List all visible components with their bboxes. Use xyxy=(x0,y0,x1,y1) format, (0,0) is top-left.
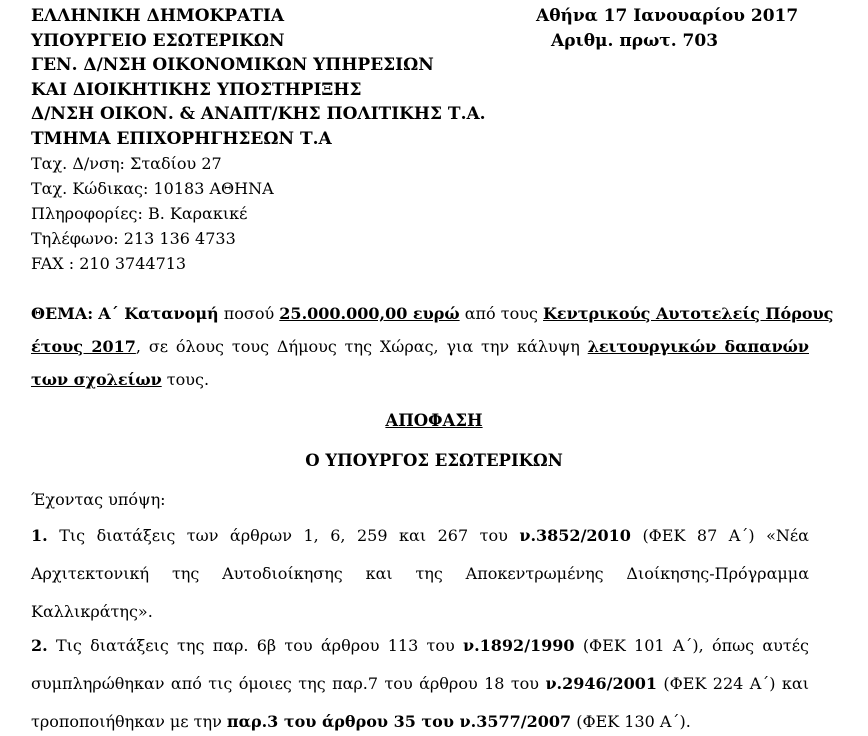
subject-amount: 25.000.000,00 ευρώ xyxy=(279,304,460,323)
law-reference: ν.1892/1990 xyxy=(462,636,575,655)
paragraph-number: 1. xyxy=(31,526,48,545)
paragraph-1 xyxy=(31,521,809,626)
paragraph-text: (ΦΕΚ 87 Α΄) «Νέα xyxy=(642,526,809,545)
paragraph-text: Τις διατάξεις της παρ. 6β του άρθρου 113 του xyxy=(55,636,455,655)
minister-title: Ο ΥΠΟΥΡΓΟΣ ΕΣΩΤΕΡΙΚΩΝ xyxy=(305,451,563,470)
law-reference: ν.2946/2001 xyxy=(545,674,658,693)
issuer-block xyxy=(31,4,501,276)
paragraph-text: (ΦΕΚ 224 Α΄) και xyxy=(663,674,810,693)
issuer-line: ΓΕΝ. Δ/ΝΣΗ ΟΙΚΟΝΟΜΙΚΩΝ ΥΠΗΡΕΣΙΩΝ xyxy=(31,55,434,75)
paragraph-text: τροποποιήθηκαν με την xyxy=(31,712,222,731)
subject-expenses: λειτουργικών δαπανών xyxy=(587,337,809,356)
considering-line xyxy=(31,485,809,514)
subject-text: , σε όλους τους Δήμους της Χώρας, για την κάλυψη xyxy=(135,337,580,356)
considering-text: Έχοντας υπόψη: xyxy=(31,490,166,509)
subject-text: τους. xyxy=(166,370,210,389)
subject-resources: Κεντρικούς Αυτοτελείς Πόρους xyxy=(543,304,834,323)
subject-line-1 xyxy=(31,297,834,330)
postal-code-line: Ταχ. Κώδικας: 10183 ΑΘΗΝΑ xyxy=(31,179,274,198)
subject-line-2 xyxy=(31,330,809,363)
protocol-number: Αριθμ. πρωτ. 703 xyxy=(551,31,719,51)
subject-block xyxy=(31,297,834,396)
paragraph-2 xyxy=(31,631,809,736)
subject-text: ποσού xyxy=(223,304,275,323)
paragraph-number: 2. xyxy=(31,636,48,655)
issuer-line: ΥΠΟΥΡΓΕΙΟ ΕΣΩΤΕΡΙΚΩΝ xyxy=(31,30,285,51)
issuer-line: ΤΜΗΜΑ ΕΠΙΧΟΡΗΓΗΣΕΩΝ Τ.Α xyxy=(31,128,332,149)
document-date: Αθήνα 17 Ιανουαρίου 2017 xyxy=(536,6,799,26)
paragraph-1-line-2: Αρχιτεκτονική της Αυτοδιοίκησης και της Αποκεντρωμένης Διοίκησης-Πρόγραμμα xyxy=(31,564,809,583)
paragraph-text: Τις διατάξεις των άρθρων 1, 6, 259 και 267 του xyxy=(59,526,508,545)
paragraph-text: (ΦΕΚ 130 Α΄). xyxy=(576,712,691,731)
phone-line: Τηλέφωνο: 213 136 4733 xyxy=(31,229,236,248)
paragraph-text: (ΦΕΚ 101 Α΄), όπως αυτές xyxy=(582,636,809,655)
subject-allocation: Α΄ Κατανομή xyxy=(98,304,219,323)
issuer-line: ΕΛΛΗΝΙΚΗ ΔΗΜΟΚΡΑΤΙΑ xyxy=(31,6,285,26)
info-contact-line: Πληροφορίες: Β. Καρακικέ xyxy=(31,204,248,223)
paragraph-text: συμπληρώθηκαν από τις όμοιες της παρ.7 του άρθρου 18 του xyxy=(31,674,540,693)
issuer-line: ΚΑΙ ΔΙΟΙΚΗΤΙΚΗΣ ΥΠΟΣΤΗΡΙΞΗΣ xyxy=(31,79,362,100)
address-line: Ταχ. Δ/νση: Σταδίου 27 xyxy=(31,154,222,173)
subject-text: από τους xyxy=(464,304,538,323)
paragraph-1-line-1 xyxy=(31,521,809,550)
decision-title: ΑΠΟΦΑΣΗ xyxy=(385,411,483,430)
fax-line: FAX : 210 3744713 xyxy=(31,254,187,273)
issuer-line: Δ/ΝΣΗ ΟΙΚΟΝ. & ΑΝΑΠΤ/ΚΗΣ ΠΟΛΙΤΙΚΗΣ Τ.Α. xyxy=(31,104,486,124)
subject-line-3 xyxy=(31,363,809,396)
paragraph-2-line-1 xyxy=(31,631,809,660)
subject-year: έτους 2017 xyxy=(31,337,136,356)
law-reference: παρ.3 του άρθρου 35 του ν.3577/2007 xyxy=(226,712,572,731)
law-reference: ν.3852/2010 xyxy=(519,526,631,545)
subject-schools: των σχολείων xyxy=(31,370,162,389)
subject-label: ΘΕΜΑ: xyxy=(31,304,94,323)
paragraph-2-line-2 xyxy=(31,669,809,698)
paragraph-1-line-3: Καλλικράτης». xyxy=(31,602,153,621)
